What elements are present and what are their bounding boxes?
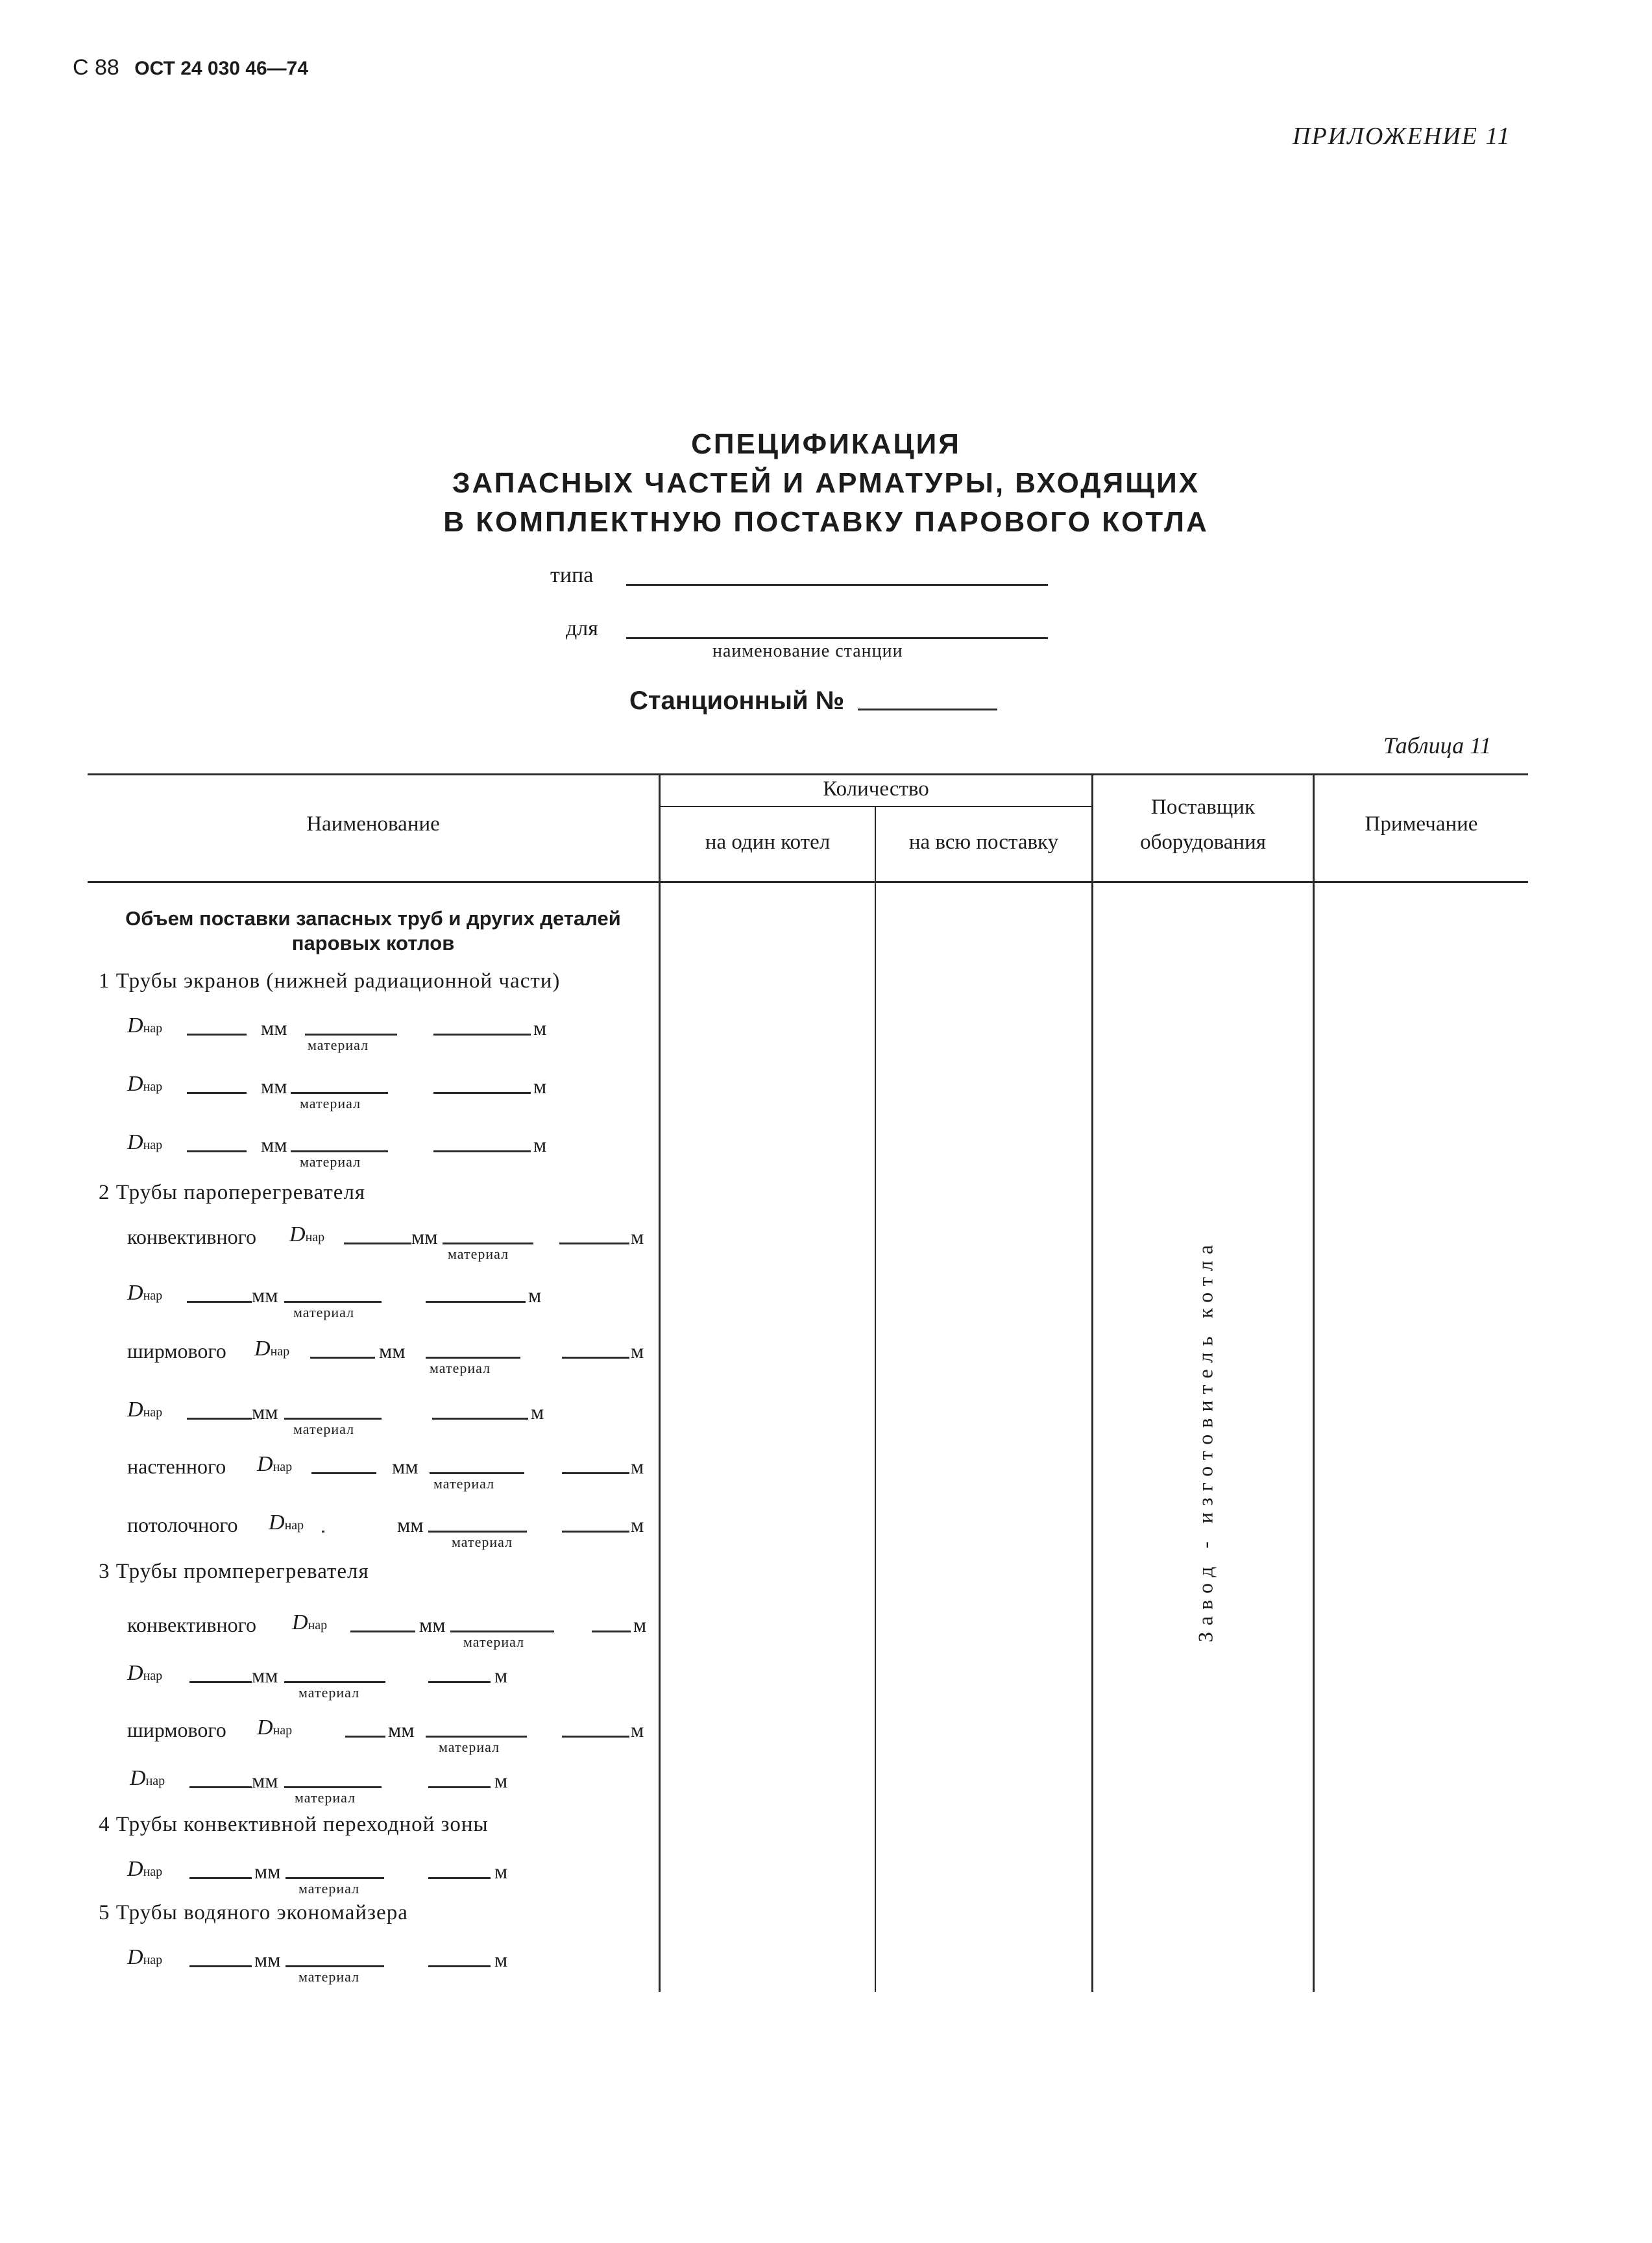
material-caption: материал [298, 1684, 360, 1701]
diameter-label: Dнар [127, 1072, 163, 1096]
material-blank [284, 1681, 385, 1683]
m-label: м [533, 1074, 547, 1098]
station-blank [626, 637, 1048, 639]
length-blank [428, 1965, 491, 1967]
diameter-label: Dнар [127, 1661, 163, 1685]
material-caption: материал [298, 1880, 360, 1897]
standard-code: ОСТ 24 030 46—74 [134, 58, 309, 79]
material-caption: материал [439, 1739, 500, 1755]
mm-label: мм [392, 1455, 419, 1478]
page-ref [73, 55, 308, 80]
column-rule-3 [1091, 773, 1093, 1992]
material-caption: материал [295, 1789, 356, 1806]
section-title-2: паровых котлов [291, 932, 455, 954]
table-caption: Таблица 11 [1383, 733, 1492, 758]
diameter-blank [345, 1736, 385, 1738]
mm-label: мм [261, 1074, 287, 1098]
diameter-blank [350, 1631, 415, 1632]
length-blank [433, 1150, 531, 1152]
length-blank [592, 1631, 631, 1632]
diameter-blank [344, 1243, 411, 1244]
material-blank [285, 1877, 384, 1879]
diameter-label: Dнар [292, 1610, 328, 1634]
diameter-label: Dнар [127, 1013, 163, 1037]
col-supplier-header-2: оборудования [1140, 831, 1266, 854]
material-caption: материал [433, 1475, 495, 1492]
material-caption: материал [293, 1421, 355, 1437]
length-blank [432, 1418, 528, 1420]
m-label: м [494, 1769, 508, 1792]
material-blank [426, 1357, 520, 1359]
mm-label: мм [252, 1400, 278, 1424]
row-prefix: ширмового [127, 1339, 226, 1363]
length-blank [428, 1877, 491, 1879]
item-5-title: 5 Трубы водяного экономайзера [99, 1901, 408, 1924]
diameter-label: Dнар [269, 1510, 304, 1534]
diameter-label: Dнар [127, 1281, 163, 1305]
margin-tick [1514, 881, 1525, 882]
length-blank [428, 1681, 491, 1683]
material-caption: материал [463, 1634, 525, 1650]
mm-label: мм [254, 1948, 281, 1971]
material-caption: материал [293, 1304, 355, 1320]
length-blank [562, 1472, 629, 1474]
diameter-blank [189, 1877, 252, 1879]
m-label: м [631, 1718, 644, 1741]
length-blank [562, 1357, 629, 1359]
material-blank [291, 1092, 388, 1094]
diameter-label: Dнар [289, 1222, 325, 1246]
material-blank [284, 1786, 382, 1788]
material-blank [291, 1150, 388, 1152]
diameter-label: Dнар [127, 1857, 163, 1881]
title-line-1: СПЕЦИФИКАЦИЯ [691, 428, 961, 460]
section-title-1: Объем поставки запасных труб и других деталей [125, 907, 621, 930]
m-label: м [631, 1225, 644, 1248]
row-prefix: настенного [127, 1455, 226, 1478]
diameter-label: Dнар [257, 1452, 293, 1476]
length-blank [428, 1786, 491, 1788]
appendix-label: ПРИЛОЖЕНИЕ 11 [1293, 123, 1511, 150]
diameter-label: Dнар [257, 1716, 293, 1740]
col-quantity-header: Количество [823, 777, 929, 801]
length-blank [562, 1531, 629, 1533]
diameter-blank [187, 1092, 247, 1094]
length-blank [559, 1243, 629, 1244]
page-number: С 88 [73, 55, 119, 80]
length-blank [433, 1034, 531, 1036]
diameter-label: Dнар [130, 1766, 165, 1790]
diameter-blank [310, 1357, 375, 1359]
item-3-title: 3 Трубы промперегревателя [99, 1560, 369, 1583]
item-2-title: 2 Трубы пароперегревателя [99, 1181, 366, 1204]
title-line-3: В КОМПЛЕКТНУЮ ПОСТАВКУ ПАРОВОГО КОТЛА [443, 506, 1209, 538]
row-prefix: конвективного [127, 1225, 256, 1248]
diameter-blank [187, 1301, 252, 1303]
mm-label: мм [419, 1613, 446, 1636]
col-note-header: Примечание [1365, 812, 1478, 836]
diameter-blank [311, 1472, 376, 1474]
material-caption: материал [448, 1246, 509, 1262]
diameter-blank [189, 1786, 252, 1788]
diameter-blank [189, 1965, 252, 1967]
m-label: м [494, 1664, 508, 1687]
m-label: м [494, 1948, 508, 1971]
diameter-label: Dнар [127, 1945, 163, 1969]
material-caption: материал [298, 1969, 360, 1985]
mm-label: мм [379, 1339, 406, 1363]
m-label: м [533, 1016, 547, 1039]
col-name-header: Наименование [306, 812, 440, 836]
for-label: для [566, 616, 598, 640]
material-blank [443, 1243, 533, 1244]
row-prefix: ширмового [127, 1718, 226, 1741]
col-total-header: на всю поставку [908, 831, 1059, 854]
mm-label: мм [388, 1718, 415, 1741]
mm-label: мм [252, 1283, 278, 1307]
material-blank [284, 1301, 382, 1303]
station-number-label: Станционный № [629, 686, 845, 715]
mm-label: мм [252, 1664, 278, 1687]
material-caption: материал [308, 1037, 369, 1053]
column-rule-2 [875, 806, 876, 1992]
diameter-blank [322, 1531, 324, 1533]
column-rule-1 [659, 773, 661, 1992]
m-label: м [631, 1513, 644, 1536]
material-blank [428, 1531, 527, 1533]
station-number-blank [858, 709, 997, 710]
m-label: м [633, 1613, 647, 1636]
title-line-2: ЗАПАСНЫХ ЧАСТЕЙ И АРМАТУРЫ, ВХОДЯЩИХ [452, 467, 1200, 499]
mm-label: мм [411, 1225, 438, 1248]
column-rule-4 [1313, 773, 1315, 1992]
material-blank [450, 1631, 554, 1632]
col-supplier-header-1: Поставщик [1151, 795, 1255, 819]
diameter-blank [187, 1150, 247, 1152]
m-label: м [494, 1860, 508, 1883]
m-label: м [631, 1339, 644, 1363]
diameter-label: Dнар [127, 1130, 163, 1154]
material-caption: материал [300, 1154, 361, 1170]
material-blank [305, 1034, 397, 1036]
supplier-vertical-text: Завод - изготовитель котла [1193, 1238, 1217, 1643]
col-per-boiler-header: на один котел [705, 831, 831, 854]
length-blank [562, 1736, 629, 1738]
length-blank [426, 1301, 526, 1303]
type-blank [626, 584, 1048, 586]
row-prefix: конвективного [127, 1613, 256, 1636]
row-prefix: потолочного [127, 1513, 238, 1536]
table-top-rule [88, 773, 1528, 775]
length-blank [433, 1092, 531, 1094]
material-caption: материал [430, 1360, 491, 1376]
m-label: м [631, 1455, 644, 1478]
diameter-blank [187, 1418, 252, 1420]
m-label: м [531, 1400, 544, 1424]
station-caption: наименование станции [712, 641, 903, 661]
table-header-rule [88, 881, 1528, 883]
diameter-label: Dнар [254, 1337, 290, 1361]
material-blank [426, 1736, 527, 1738]
diameter-blank [187, 1034, 247, 1036]
diameter-blank [189, 1681, 252, 1683]
material-caption: материал [452, 1534, 513, 1550]
item-1-title: 1 Трубы экранов (нижней радиационной части) [99, 969, 561, 993]
mm-label: мм [397, 1513, 424, 1536]
material-blank [430, 1472, 524, 1474]
material-blank [284, 1418, 382, 1420]
m-label: м [533, 1133, 547, 1156]
mm-label: мм [261, 1133, 287, 1156]
mm-label: мм [252, 1769, 278, 1792]
mm-label: мм [254, 1860, 281, 1883]
m-label: м [528, 1283, 542, 1307]
material-blank [285, 1965, 384, 1967]
item-4-title: 4 Трубы конвективной переходной зоны [99, 1813, 489, 1836]
material-caption: материал [300, 1095, 361, 1111]
diameter-label: Dнар [127, 1398, 163, 1422]
mm-label: мм [261, 1016, 287, 1039]
type-label: типа [550, 563, 594, 587]
